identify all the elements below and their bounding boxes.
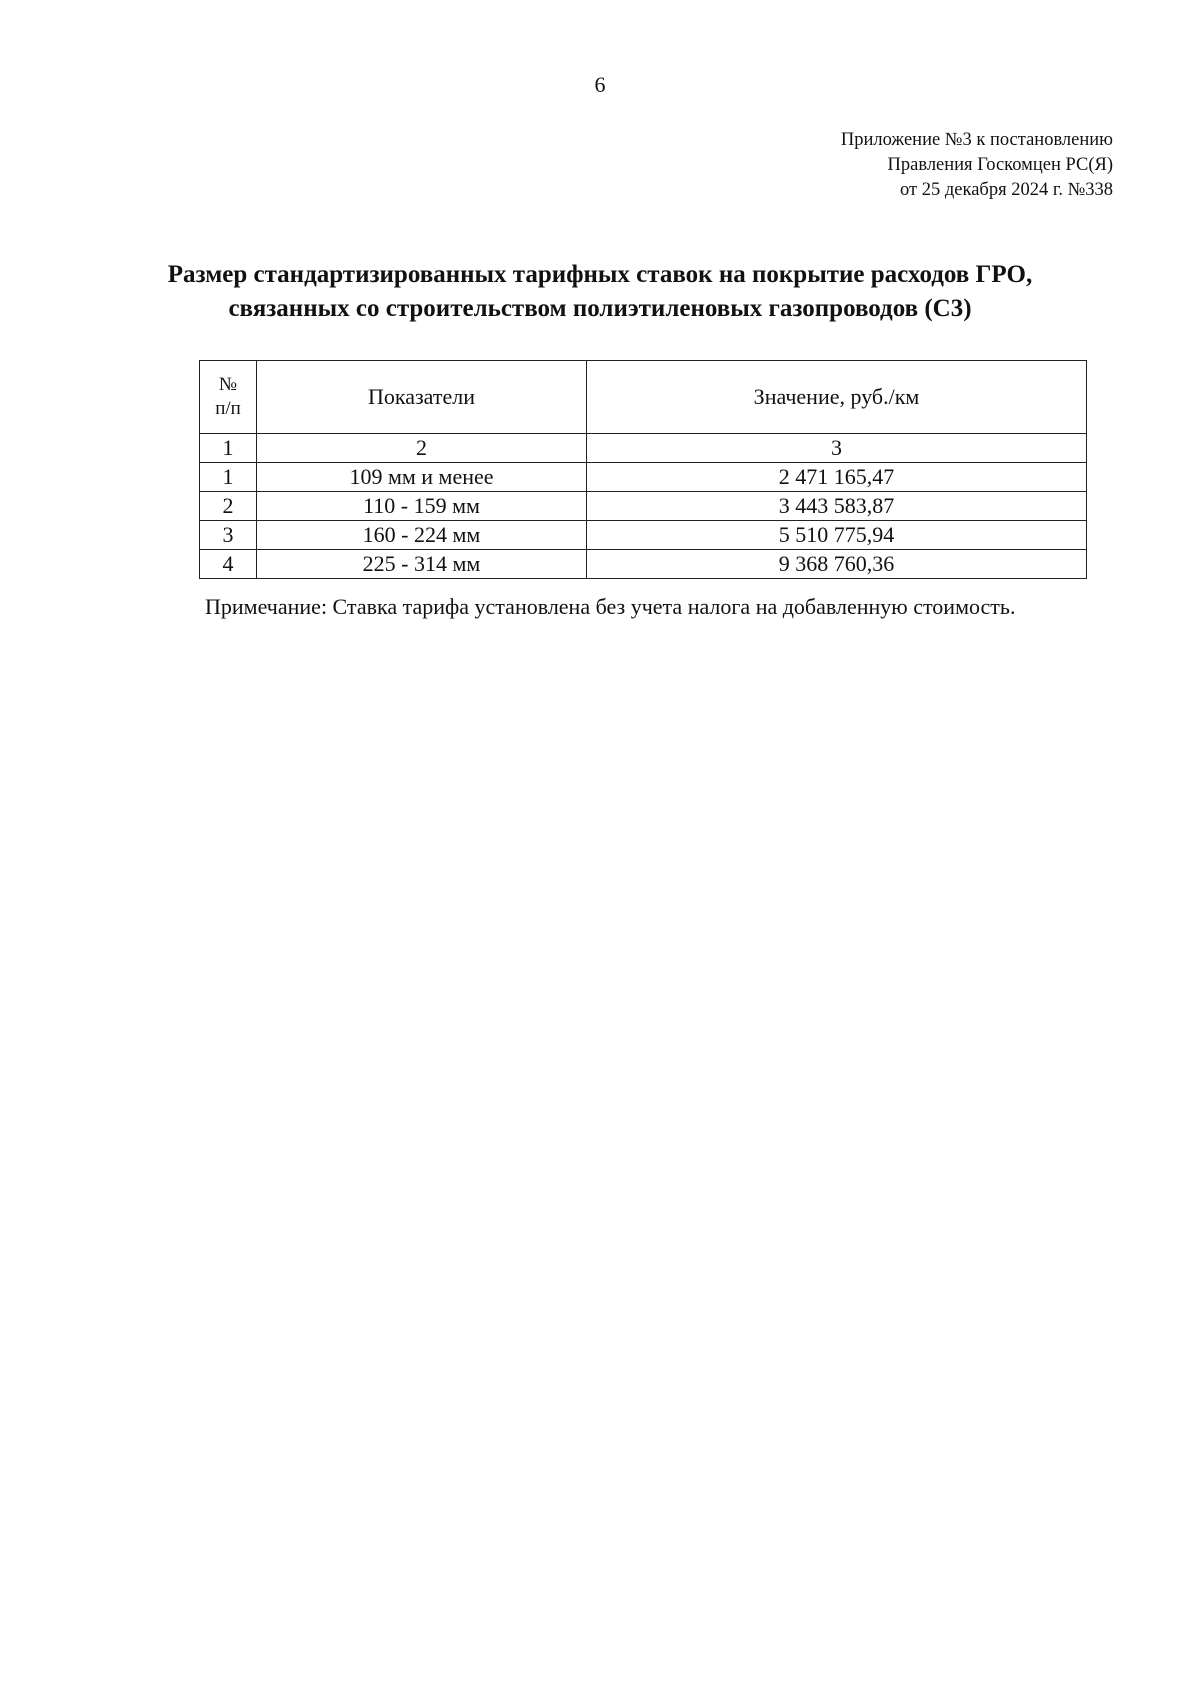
row-value: 9 368 760,36 <box>587 550 1087 579</box>
header-number <box>200 361 257 434</box>
row-number: 2 <box>200 492 257 521</box>
column-number: 3 <box>587 434 1087 463</box>
table-row <box>200 492 1087 521</box>
table-note: Примечание: Ставка тарифа установлена без учета налога на добавленную стоимость. <box>205 594 1016 619</box>
header-number-line-1: № <box>218 374 238 395</box>
page-number: 6 <box>594 72 606 97</box>
row-value: 2 471 165,47 <box>587 463 1087 492</box>
column-number-row <box>200 434 1087 463</box>
row-number: 3 <box>200 521 257 550</box>
tariff-table <box>199 360 1087 579</box>
appendix-line-1: Приложение №3 к постановлению <box>840 130 1113 150</box>
appendix-line-3: от 25 декабря 2024 г. №338 <box>900 180 1113 200</box>
title-line-2: связанных со строительством полиэтиленовых газопроводов (С3) <box>228 295 972 322</box>
row-number: 1 <box>200 463 257 492</box>
row-indicator: 110 - 159 мм <box>257 492 587 521</box>
table-header-row <box>200 361 1087 434</box>
row-indicator: 160 - 224 мм <box>257 521 587 550</box>
column-number: 1 <box>200 434 257 463</box>
table-row <box>200 521 1087 550</box>
table-row <box>200 463 1087 492</box>
header-number-line-2: п/п <box>215 398 241 419</box>
row-number: 4 <box>200 550 257 579</box>
header-indicator: Показатели <box>257 361 587 434</box>
table-row <box>200 550 1087 579</box>
document-title <box>0 258 1200 326</box>
header-value: Значение, руб./км <box>587 361 1087 434</box>
row-indicator: 225 - 314 мм <box>257 550 587 579</box>
appendix-reference <box>841 128 1113 203</box>
row-indicator: 109 мм и менее <box>257 463 587 492</box>
row-value: 5 510 775,94 <box>587 521 1087 550</box>
row-value: 3 443 583,87 <box>587 492 1087 521</box>
title-line-1: Размер стандартизированных тарифных ставок на покрытие расходов ГРО, <box>167 261 1033 288</box>
column-number: 2 <box>257 434 587 463</box>
appendix-line-2: Правления Госкомцен РС(Я) <box>887 155 1113 175</box>
